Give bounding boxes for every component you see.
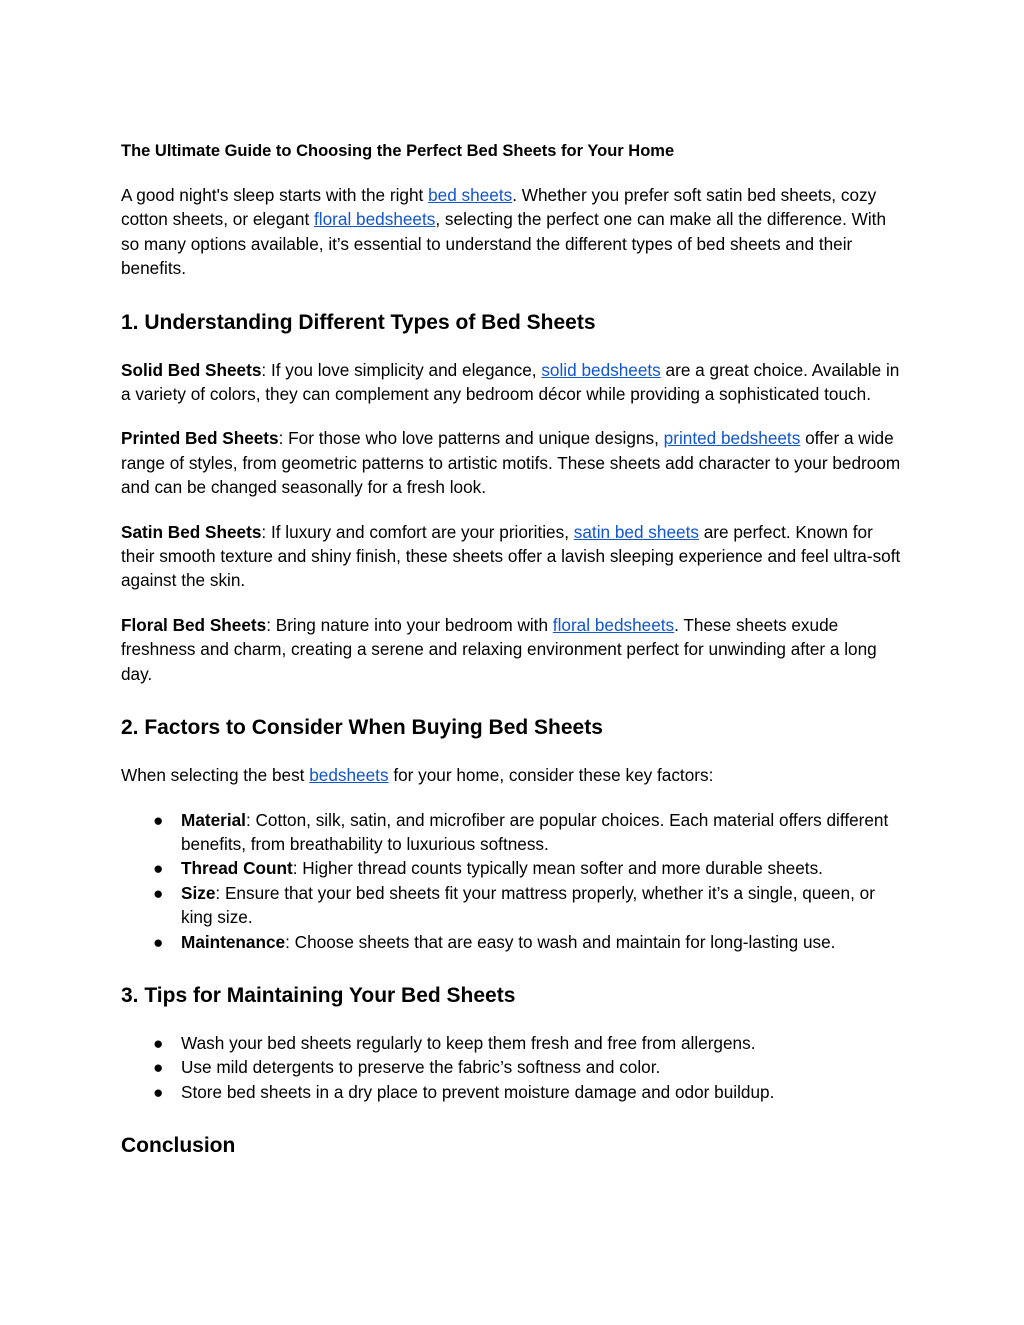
term-label: Material	[181, 809, 246, 830]
solid-bedsheets-link[interactable]: solid bedsheets	[541, 359, 661, 380]
list-item-text: : Choose sheets that are easy to wash and maintain for long-lasting use.	[285, 931, 836, 952]
list-item	[121, 930, 907, 954]
term-label: Floral Bed Sheets	[121, 614, 267, 635]
list-item-text: : Ensure that your bed sheets fit your mattress properly, whether it’s a single, queen, or king size.	[181, 882, 875, 928]
bullet-icon: ●	[153, 931, 164, 952]
tips-list	[121, 1031, 907, 1104]
floral-bedsheets-link-2[interactable]: floral bedsheets	[552, 614, 675, 635]
paragraph-text: offer a wide range of styles, from geometric patterns to artistic motifs. These sheets add character to your bedroom and can be changed seasonally for a fresh look.	[121, 428, 901, 498]
paragraph-text: : Bring nature into your bedroom with	[266, 614, 553, 635]
paragraph-text: are perfect. Known for their smooth texture and shiny finish, these sheets offer a lavish sleeping experience and feel ultra-soft against the skin.	[121, 521, 901, 591]
list-item	[121, 856, 907, 880]
paragraph-text: are a great choice. Available in a variety of colors, they can complement any bedroom décor while providing a sophisticated touch.	[121, 359, 900, 405]
term-label: Satin Bed Sheets	[121, 521, 262, 542]
list-item-text: : Cotton, silk, satin, and microfiber are popular choices. Each material offers different benefits, from breathability to luxurious softness.	[181, 809, 889, 854]
bullet-icon: ●	[153, 1081, 164, 1102]
paragraph-text: : For those who love patterns and unique designs,	[278, 428, 664, 449]
paragraph-text: . These sheets exude freshness and charm, creating a serene and relaxing environment perfect for unwinding after a long day.	[121, 614, 877, 684]
paragraph-text: for your home, consider these key factors:	[388, 765, 714, 786]
section-2-heading: 2. Factors to Consider When Buying Bed Sheets	[121, 716, 603, 740]
satin-bed-sheets-paragraph	[121, 520, 907, 593]
term-label: Maintenance	[181, 931, 286, 952]
list-item	[121, 881, 907, 930]
document-title: The Ultimate Guide to Choosing the Perfect Bed Sheets for Your Home	[121, 142, 675, 160]
list-item-text: : Higher thread counts typically mean softer and more durable sheets.	[292, 858, 823, 879]
intro-text-3: , selecting the perfect one can make all the difference. With so many options available, it’s essential to understand the different types of bed sheets and their benefits.	[121, 209, 887, 279]
document-page	[121, 140, 907, 1181]
section-2-intro	[121, 763, 907, 787]
intro-text-2: . Whether you prefer soft satin bed sheets, cozy cotton sheets, or elegant	[121, 185, 877, 230]
bed-sheets-link[interactable]: bed sheets	[428, 185, 513, 205]
solid-bed-sheets-paragraph	[121, 358, 907, 407]
intro-paragraph	[121, 183, 907, 281]
bullet-icon: ●	[153, 809, 164, 830]
list-item-text: Store bed sheets in a dry place to prevent moisture damage and odor buildup.	[181, 1081, 775, 1102]
list-item-text: Wash your bed sheets regularly to keep them fresh and free from allergens.	[181, 1032, 756, 1053]
floral-bedsheets-link[interactable]: floral bedsheets	[314, 209, 436, 230]
printed-bedsheets-link[interactable]: printed bedsheets	[663, 428, 801, 449]
bullet-icon: ●	[153, 882, 164, 903]
list-item	[121, 1080, 907, 1104]
bullet-icon: ●	[153, 1057, 164, 1078]
paragraph-text: When selecting the best	[121, 765, 310, 786]
section-1-heading: 1. Understanding Different Types of Bed Sheets	[121, 310, 596, 334]
factors-list	[121, 808, 907, 954]
floral-bed-sheets-paragraph	[121, 613, 907, 686]
term-label: Thread Count	[181, 858, 293, 879]
paragraph-text: : If you love simplicity and elegance,	[261, 359, 542, 380]
list-item	[121, 808, 907, 857]
bullet-icon: ●	[153, 858, 164, 879]
term-label: Printed Bed Sheets	[121, 428, 279, 449]
list-item	[121, 1031, 907, 1055]
satin-bed-sheets-link[interactable]: satin bed sheets	[573, 521, 699, 542]
list-item-text: Use mild detergents to preserve the fabric’s softness and color.	[181, 1057, 661, 1078]
section-3-heading: 3. Tips for Maintaining Your Bed Sheets	[121, 983, 516, 1007]
paragraph-text: : If luxury and comfort are your priorities,	[261, 521, 574, 542]
intro-text-1: A good night's sleep starts with the right	[121, 185, 429, 205]
bedsheets-link[interactable]: bedsheets	[309, 765, 389, 786]
conclusion-heading: Conclusion	[121, 1134, 236, 1158]
printed-bed-sheets-paragraph	[121, 426, 907, 499]
list-item	[121, 1055, 907, 1079]
bullet-icon: ●	[153, 1032, 164, 1053]
term-label: Solid Bed Sheets	[121, 359, 262, 380]
term-label: Size	[181, 882, 216, 903]
